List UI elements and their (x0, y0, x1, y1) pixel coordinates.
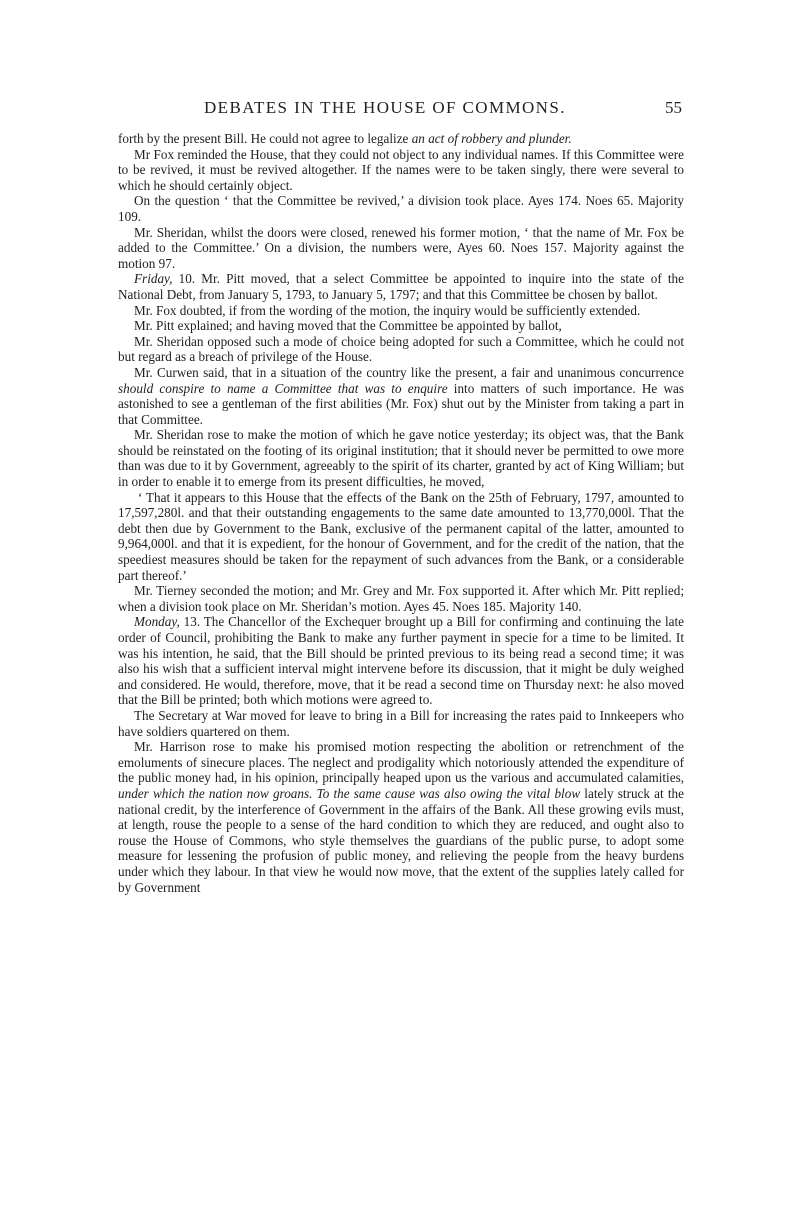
paragraph-7 (118, 318, 684, 334)
paragraph-text: Mr. Sheridan opposed such a mode of choice being adopted for such a Committee, which he could not but regard as a breach of privilege of the House. (118, 333, 684, 365)
page-title: DEBATES IN THE HOUSE OF COMMONS. (204, 98, 566, 117)
paragraph-text: Mr. Sheridan rose to make the motion of which he gave notice yesterday; its object was, that the Bank should be reinstated on the footing of its original institution; that it should never be permitted to owe more than was due to it by Government, agreeably to the spirit of its charter, granted by act of King William; but in order to enable it to emerge from its present difficulties, he moved, (118, 427, 684, 490)
paragraph-lead: Friday, (134, 271, 173, 287)
paragraph-text: forth by the present Bill. He could not agree to legalize (118, 131, 409, 146)
paragraph-italic: an act of robbery and plunder. (411, 131, 572, 146)
paragraph-8 (118, 334, 684, 365)
paragraph-text: 13. The Chancellor of the Exchequer brought up a Bill for confirming and continuing the late order of Council, prohibiting the Bank to make any further payment in specie for a time to be limited. It was his intention, he said, that the Bill should be printed previous to its being read a second time; it was also his wish that a sufficient interval might intervene before its discussion, that it might be duly weighed and considered. He would, therefore, move, that it be read a second time on Thursday next: he also moved that the Bill be printed; both which motions were agreed to. (118, 614, 684, 708)
paragraph-10 (118, 427, 684, 489)
paragraph-text: ‘ That it appears to this House that the effects of the Bank on the 25th of February, 1797, amounted to 17,597,280l. and that their outstanding engagements to the same date amounted to 13,770,000l. That the debt then due by Government to the Bank, exclusive of the permanent capital of the latter, amounted to 9,964,000l. and that it is expedient, for the honour of Government, and for the credit of the nation, that the speediest measures should be taken for the repayment of such advances from the Bank, or a considerable part thereof.’ (118, 489, 684, 583)
paragraph-text: The Secretary at War moved for leave to bring in a Bill for increasing the rates paid to Innkeepers who have soldiers quartered on them. (118, 707, 684, 739)
paragraph-text: Mr Fox reminded the House, that they could not object to any individual names. If this Committee were to be revived, it must be revived altogether. If the names were to be taken singly, there were several to which he should certainly object. (118, 146, 684, 193)
paragraph-text: Mr. Tierney seconded the motion; and Mr. Grey and Mr. Fox supported it. After which Mr. Pitt replied; when a division took place on Mr. Sheridan’s motion. Ayes 45. Noes 185. Majority 140. (118, 583, 684, 614)
paragraph-tail: lately struck at the national credit, by the interference of Government in the affairs of the Bank. All these growing evils must, at length, rouse the people to a sense of the hard condition to which they are reduced, and ought also to rouse the House of Commons, who style themselves the guardians of the public purse, to adopt some measure for lessening the profusion of public money, and relieving the people from the heavy burdens under which they labour. In that view he would now move, that the extent of the supplies lately called for by Government (118, 785, 684, 895)
paragraph-lead: Monday, (134, 614, 180, 630)
paragraph-11-quotation (118, 490, 684, 584)
paragraph-text: Mr. Harrison rose to make his promised motion respecting the abolition or retrenchment of the emoluments of sinecure places. The neglect and prodigality which notoriously attended the expenditure of the public money had, in his opinion, principally heaped upon us the various and accumulated calamities, (118, 739, 684, 786)
paragraph-3 (118, 193, 684, 224)
page-number: 55 (665, 98, 682, 117)
paragraph-14 (118, 708, 684, 739)
paragraph-13 (118, 614, 684, 708)
paragraph-5 (118, 271, 684, 302)
paragraph-italic: under which the nation now groans. To the same cause was also owing the vital blow (118, 785, 581, 801)
paragraph-4 (118, 225, 684, 272)
paragraph-6 (118, 303, 684, 319)
paragraph-9 (118, 365, 684, 427)
paragraph-text: Mr. Fox doubted, if from the wording of the motion, the inquiry would be sufficiently extended. (134, 302, 641, 318)
paragraph-text: 10. Mr. Pitt moved, that a select Committee be appointed to inquire into the state of the National Debt, from January 5, 1793, to January 5, 1797; and that this Committee be chosen by ballot. (118, 271, 684, 302)
paragraph-1 (118, 131, 684, 147)
paragraph-text: Mr. Pitt explained; and having moved that the Committee be appointed by ballot, (134, 318, 562, 334)
paragraph-text: Mr. Sheridan, whilst the doors were closed, renewed his former motion, ‘ that the name of Mr. Fox be added to the Committee.’ On a division, the numbers were, Ayes 60. Noes 157. Majority against the motion 97. (118, 224, 684, 271)
paragraph-tail: into matters of such importance. He was astonished to see a gentleman of the first abilities (Mr. Fox) shut out by the Minister from taking a part in that Committee. (118, 380, 684, 427)
running-header (118, 98, 684, 124)
paragraph-text: On the question ‘ that the Committee be revived,’ a division took place. Ayes 174. Noes 65. Majority 109. (118, 193, 684, 224)
paragraph-2 (118, 147, 684, 194)
paragraph-italic: should conspire to name a Committee that was to enquire (118, 380, 448, 396)
body-text (118, 131, 684, 895)
paragraph-15 (118, 739, 684, 895)
paragraph-text: Mr. Curwen said, that in a situation of the country like the present, a fair and unanimous concurrence (134, 364, 684, 380)
paragraph-12 (118, 583, 684, 614)
